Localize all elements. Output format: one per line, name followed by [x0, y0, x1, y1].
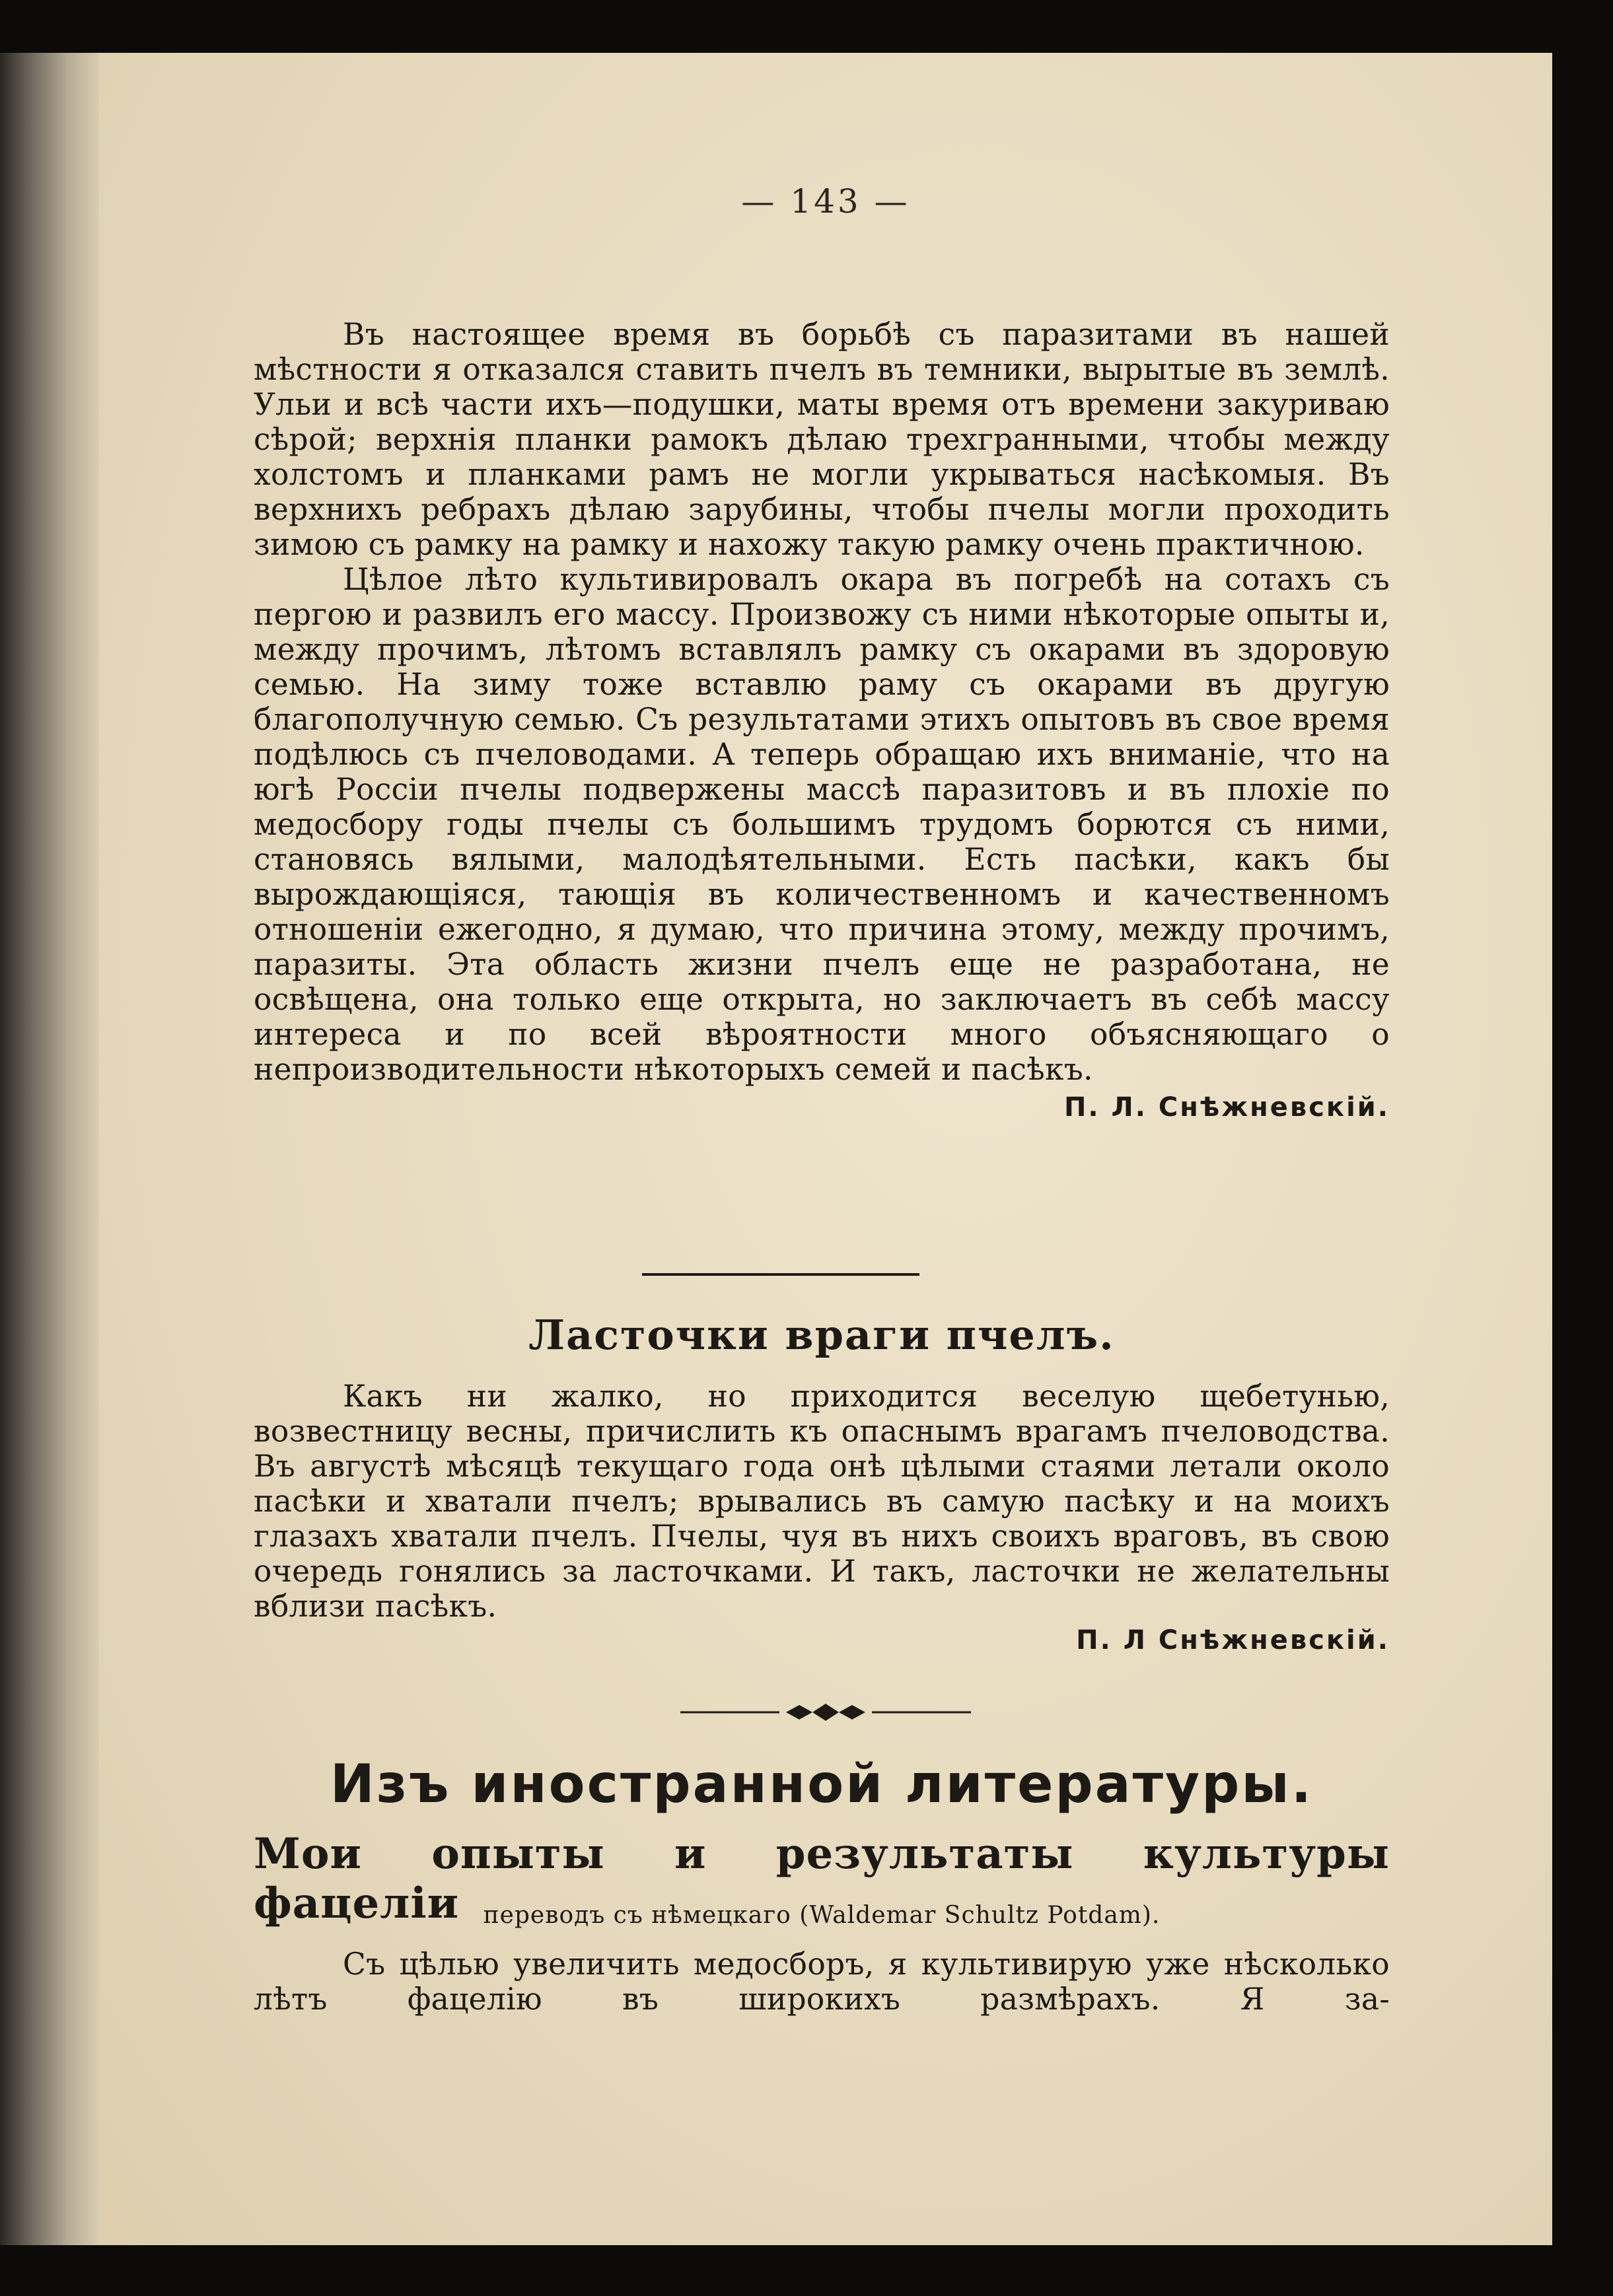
ornament-divider: [99, 1702, 1552, 1725]
page-number: — 143 —: [741, 182, 910, 221]
article-bees-parasites: [254, 317, 1390, 1123]
article-phacelia: [254, 1947, 1390, 2017]
paragraph-parasites: Въ настоящее время въ борьбѣ съ паразитами въ нашей мѣстности я отказался ставить пчелъ въ темники, вырытые въ землѣ. Ульи и всѣ части ихъ—подушки, маты время отъ времени закуриваю сѣрой; верхнія планки рамокъ дѣлаю трехгранными, чтобы между холстомъ и планками рамъ не могли укрываться насѣкомыя. Въ верхнихъ ребрахъ дѣлаю зарубины, чтобы пчелы могли проходить зимою съ рамку на рамку и нахожу такую рамку очень практичною.: [254, 317, 1390, 562]
translation-note: переводъ съ нѣмецкаго (Waldemar Schultz Potdam).: [483, 1902, 1161, 1929]
article-title-swallows: Ласточки враги пчелъ.: [528, 1311, 1115, 1359]
book-spine-shadow: [0, 53, 99, 2245]
paragraph-swallows: Какъ ни жалко, но приходится веселую щебетунью, возвестницу весны, причислить къ опаснымъ врагамъ пчеловодства. Въ августѣ мѣсяцѣ текущаго года онѣ цѣлыми стаями летали около пасѣки и хватали пчелъ; врывались въ самую пасѣку и на моихъ глазахъ хватали пчелъ. Пчелы, чуя въ нихъ своихъ враговъ, въ свою очередь гонялись за ласточками. И такъ, ласточки не желательны вблизи пасѣкъ.: [254, 1379, 1390, 1624]
divider-rule: [642, 1273, 919, 1276]
paragraph-phacelia: Съ цѣлью увеличить медосборъ, я культивирую уже нѣсколько лѣтъ фацелію въ широкихъ размѣрахъ. Я за-: [254, 1947, 1390, 2017]
diamond-ornament-icon: [680, 1702, 971, 1722]
book-page: [99, 53, 1552, 2245]
signature: П. Л Снѣжневскій.: [1076, 1625, 1390, 1655]
section-title: Изъ иностранной литературы.: [330, 1753, 1314, 1815]
paragraph-okara: Цѣлое лѣто культивировалъ окара въ погребѣ на сотахъ съ пергою и развилъ его массу. Произвожу съ ними нѣкоторые опыты и, между прочимъ, лѣтомъ вставлялъ рамку съ окарами въ здоровую семью. На зиму тоже вставлю раму съ окарами въ другую благополучную семью. Съ результатами этихъ опытовъ въ свое время подѣлюсь съ пчеловодами. А теперь обращаю ихъ вниманіе, что на югѣ Россіи пчелы подвержены массѣ паразитовъ и въ плохіе по медосбору годы пчелы съ большимъ трудомъ борются съ ними, становясь вялыми, малодѣятельными. Есть пасѣки, какъ бы вырождающіяся, тающія въ количественномъ и качественномъ отношеніи ежегодно, я думаю, что причина этому, между прочимъ, паразиты. Эта область жизни пчелъ еще не разработана, не освѣщена, она только еще открыта, но заключаетъ въ себѣ массу интереса и по всей вѣроятности много объясняющаго о непроизводительности нѣкоторыхъ семей и пасѣкъ.: [254, 562, 1390, 1087]
article-title-phacelia: Мои опыты и результаты культуры фацеліи: [254, 1829, 1390, 1928]
article-swallows: [254, 1379, 1390, 1655]
signature: П. Л. Снѣжневскій.: [1063, 1092, 1390, 1123]
